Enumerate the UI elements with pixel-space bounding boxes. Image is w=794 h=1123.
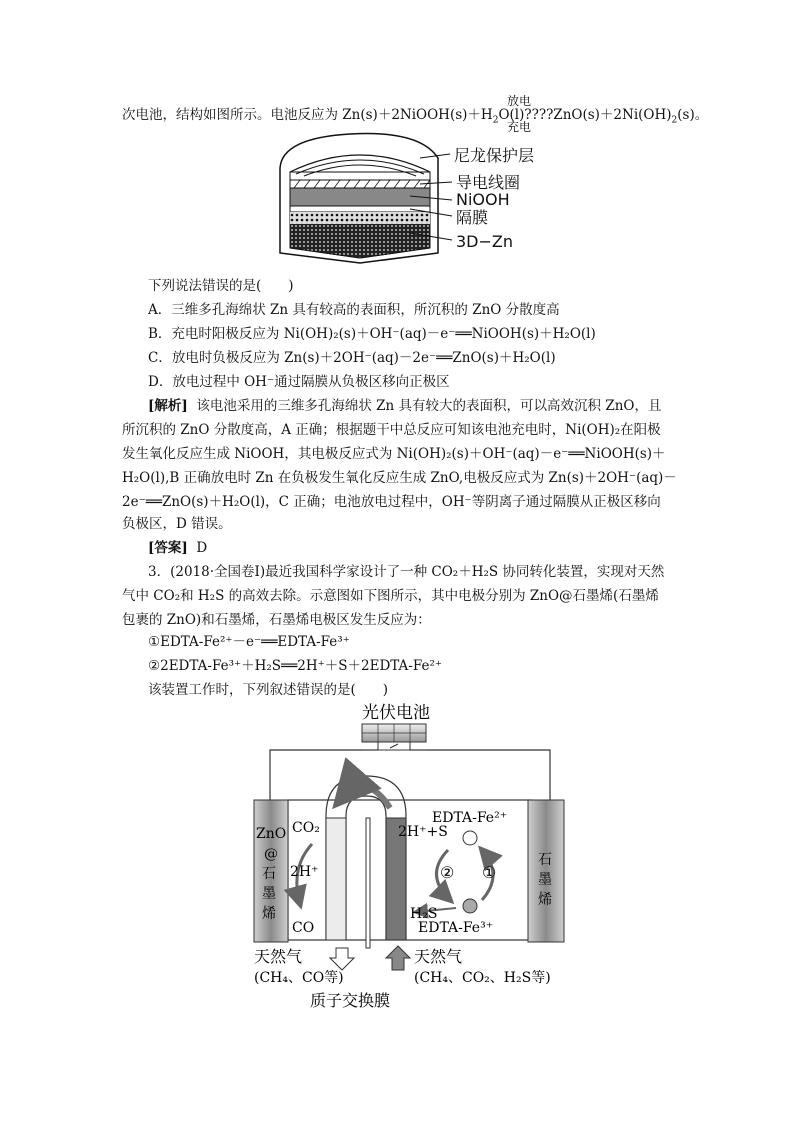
q3-line-2: 气中 CO₂和 H₂S 的高效去除。示意图如下图所示，其中电极分别为 ZnO@石墨烯(石墨烯 <box>122 588 659 604</box>
circle-1-label: ① <box>482 863 497 882</box>
circle-2-label: ② <box>440 863 455 882</box>
analysis-text-1: 该电池采用的三维多孔海绵状 Zn 具有较大的表面积，可以高效沉积 ZnO，且 <box>196 398 662 414</box>
q2-stem: 下列说法错误的是( ) <box>148 278 294 294</box>
h2s-label: H₂S <box>410 906 438 922</box>
left-electrode-label-2: @ <box>264 846 278 862</box>
fe3-label: EDTA-Fe³⁺ <box>418 920 494 936</box>
fe2-label: EDTA-Fe²⁺ <box>432 810 508 826</box>
intro-line: 次电池，结构如图所示。电池反应为 $Zn(s)+2NiOOH(s)+H_2O(l)????ZnO(s)+2Ni(OH)_2(s)$。 <box>122 107 709 126</box>
label-coil: 导电线圈 <box>456 173 521 192</box>
q2-analysis-line-6: 负极区，D 错误。 <box>122 516 232 532</box>
niooh-layer <box>290 188 430 206</box>
gas-left-2: (CH₄、CO等) <box>254 970 344 986</box>
gas-left-1: 天然气 <box>254 947 303 966</box>
right-electrode-label-1: 石 <box>538 852 552 868</box>
label-nylon: 尼龙保护层 <box>454 146 535 165</box>
solar-label: 光伏电池 <box>362 703 430 723</box>
label-zn: 3D−Zn <box>456 232 514 251</box>
q3-line-3: 包裹的 ZnO)和石墨烯，石墨烯电极区发生反应为： <box>122 612 431 628</box>
arrow-bottom-label: 充电 <box>507 120 532 134</box>
q2-option-a: A．三维多孔海绵状 Zn 具有较高的表面积，所沉积的 ZnO 分散度高 <box>148 302 560 318</box>
q2-analysis-line-2: 所沉积的 ZnO 分散度高，A 正确；根据题干中总反应可知该电池充电时，Ni(OH)₂在阳极 <box>122 422 661 438</box>
gas-right-2: (CH₄、CO₂、H₂S等) <box>414 970 551 986</box>
arrow-top-label: 放电 <box>507 94 532 108</box>
q2-answer <box>148 539 207 557</box>
membrane-label: 质子交换膜 <box>310 991 391 1010</box>
analysis-tag: [解析] <box>148 398 188 414</box>
left-electrode-label-5: 烯 <box>262 906 276 922</box>
co-label: CO <box>292 920 315 936</box>
q2-option-b: B．充电时阳极反应为 Ni(OH)₂(s)＋OH⁻(aq)－e⁻══NiOOH(s)＋H₂O(l) <box>148 326 596 342</box>
q2-option-d: D．放电过程中 OH⁻通过隔膜从负极区移向正极区 <box>148 374 450 390</box>
q2-analysis-line-4: H₂O(l),B 正确放电时 Zn 在负极发生氧化反应生成 ZnO,电极反应式为 Zn(s)＋2OH⁻(aq)－ <box>122 470 677 486</box>
q3-reaction-1: ①EDTA-Fe²⁺－e⁻══EDTA-Fe³⁺ <box>148 634 350 650</box>
left-electrode-label-4: 墨 <box>262 886 276 902</box>
intro-prefix: 次电池，结构如图所示。电池反应为 Zn(s)＋2NiOOH(s)＋H <box>122 107 493 123</box>
answer-tag: [答案] <box>148 540 188 556</box>
co2-label: CO₂ <box>292 820 320 836</box>
gas-right-1: 天然气 <box>414 947 463 966</box>
right-top-label: 2H⁺+S <box>398 824 448 840</box>
separator-layer <box>290 206 430 212</box>
q2-option-c: C．放电时负极反应为 Zn(s)＋2OH⁻(aq)－2e⁻══ZnO(s)＋H₂O(l) <box>148 350 556 366</box>
right-electrode <box>528 800 564 942</box>
label-separator: 隔膜 <box>456 208 489 227</box>
right-electrode-label-3: 烯 <box>538 892 552 908</box>
q3-stem: 该装置工作时，下列叙述错误的是( ) <box>148 682 389 698</box>
fe3-circle <box>463 899 477 913</box>
q2-analysis-line-5: 2e⁻══ZnO(s)＋H₂O(l)，C 正确；电池放电过程中，OH⁻等阴离子通过隔膜从正极区移向 <box>122 494 661 510</box>
intro-end: (s)。 <box>677 107 709 123</box>
left-electrode-label-3: 石 <box>262 866 276 882</box>
conversion-device-figure <box>250 700 570 1020</box>
answer-value: D <box>196 540 208 556</box>
label-niooh: NiOOH <box>456 190 510 209</box>
q3-line-1: 3．(2018·全国卷Ⅰ)最近我国科学家设计了一种 CO₂＋H₂S 协同转化装置，实现对天然 <box>148 564 665 580</box>
q2-analysis-line-1 <box>148 397 661 415</box>
q3-reaction-2: ②2EDTA-Fe³⁺＋H₂S══2H⁺＋S＋2EDTA-Fe²⁺ <box>148 658 443 674</box>
intro-suffix: O(l)????ZnO(s)＋2Ni(OH) <box>498 107 672 123</box>
left-electrode-label-1: ZnO <box>256 826 287 842</box>
h-plus-label: 2H⁺ <box>290 864 319 880</box>
fe2-circle <box>463 831 477 845</box>
right-electrode-label-2: 墨 <box>538 872 552 888</box>
q2-analysis-line-3: 发生氧化反应生成 NiOOH，其电极反应式为 Ni(OH)₂(s)＋OH⁻(aq)－e⁻══NiOOH(s)＋ <box>122 446 666 462</box>
